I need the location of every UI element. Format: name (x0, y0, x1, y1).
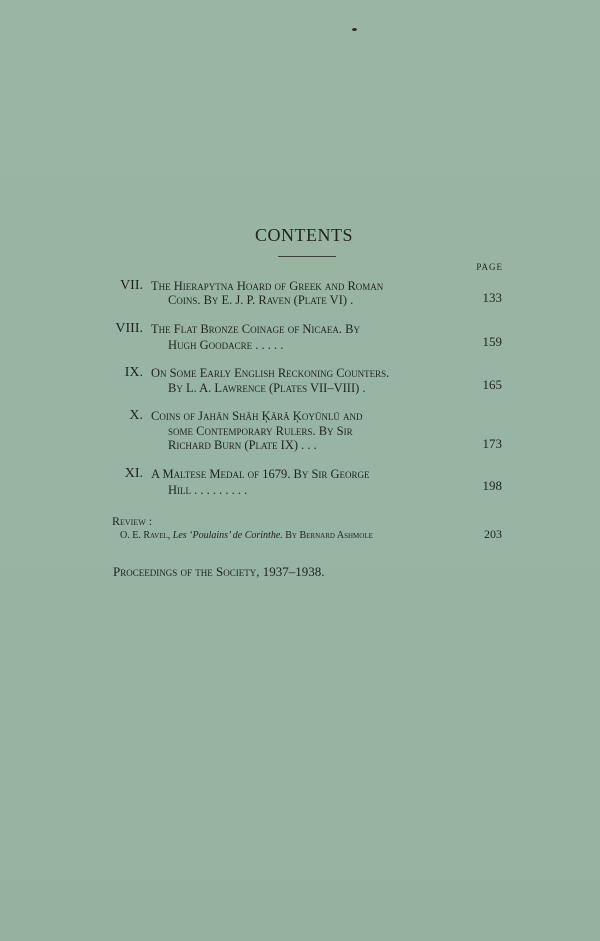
title-rule (278, 256, 336, 257)
entry-title-line: The Flat Bronze Coinage of Nicaea. By (151, 322, 360, 336)
proceedings-line: Proceedings of the Society, 1937–1938. (113, 564, 325, 579)
entry-page-number: 165 (482, 377, 502, 392)
entry-number: XI. (124, 466, 143, 481)
entry-title-line: The Hierapytna Hoard of Greek and Roman (151, 279, 384, 293)
entry-title-line: A Maltese Medal of 1679. By Sir George (151, 467, 370, 481)
entry-title-line: some Contemporary Rulers. By Sir (168, 424, 353, 438)
entry-page-number: 173 (482, 436, 502, 451)
review-work-title: Les ‘Poulains’ de Corinthe. (172, 530, 283, 541)
entry-title-line: Hugh Goodacre . . . . . (168, 338, 284, 352)
entry-title-line: Coins of Jahān Shāh Ķārā Ķoyūnlū and (151, 409, 363, 423)
review-item (120, 530, 460, 541)
review-page-number: 203 (484, 527, 502, 541)
ink-speck (352, 28, 357, 31)
entry-title-line: By L. A. Lawrence (Plates VII–VIII) . (168, 381, 366, 395)
review-author: O. E. Ravel, (120, 530, 173, 541)
page-column-header: PAGE (476, 262, 503, 272)
entry-title-line: Richard Burn (Plate IX) . . . (168, 438, 317, 452)
entry-title-line: Coins. By E. J. P. Raven (Plate VI) . (168, 293, 354, 307)
review-label: Review : (112, 514, 153, 528)
entry-page-number: 198 (482, 478, 502, 493)
entry-title-line: On Some Early English Reckoning Counters. (151, 366, 390, 380)
entry-number: IX. (124, 365, 143, 380)
entry-number: VII. (120, 278, 143, 293)
entry-page-number: 133 (482, 290, 502, 305)
entry-number: X. (129, 408, 143, 423)
review-reviewer: By Bernard Ashmole (282, 530, 373, 541)
entry-page-number: 159 (482, 334, 502, 349)
entry-number: VIII. (115, 321, 143, 336)
contents-title: CONTENTS (255, 225, 353, 245)
entry-title-line: Hill . . . . . . . . . (168, 483, 248, 497)
